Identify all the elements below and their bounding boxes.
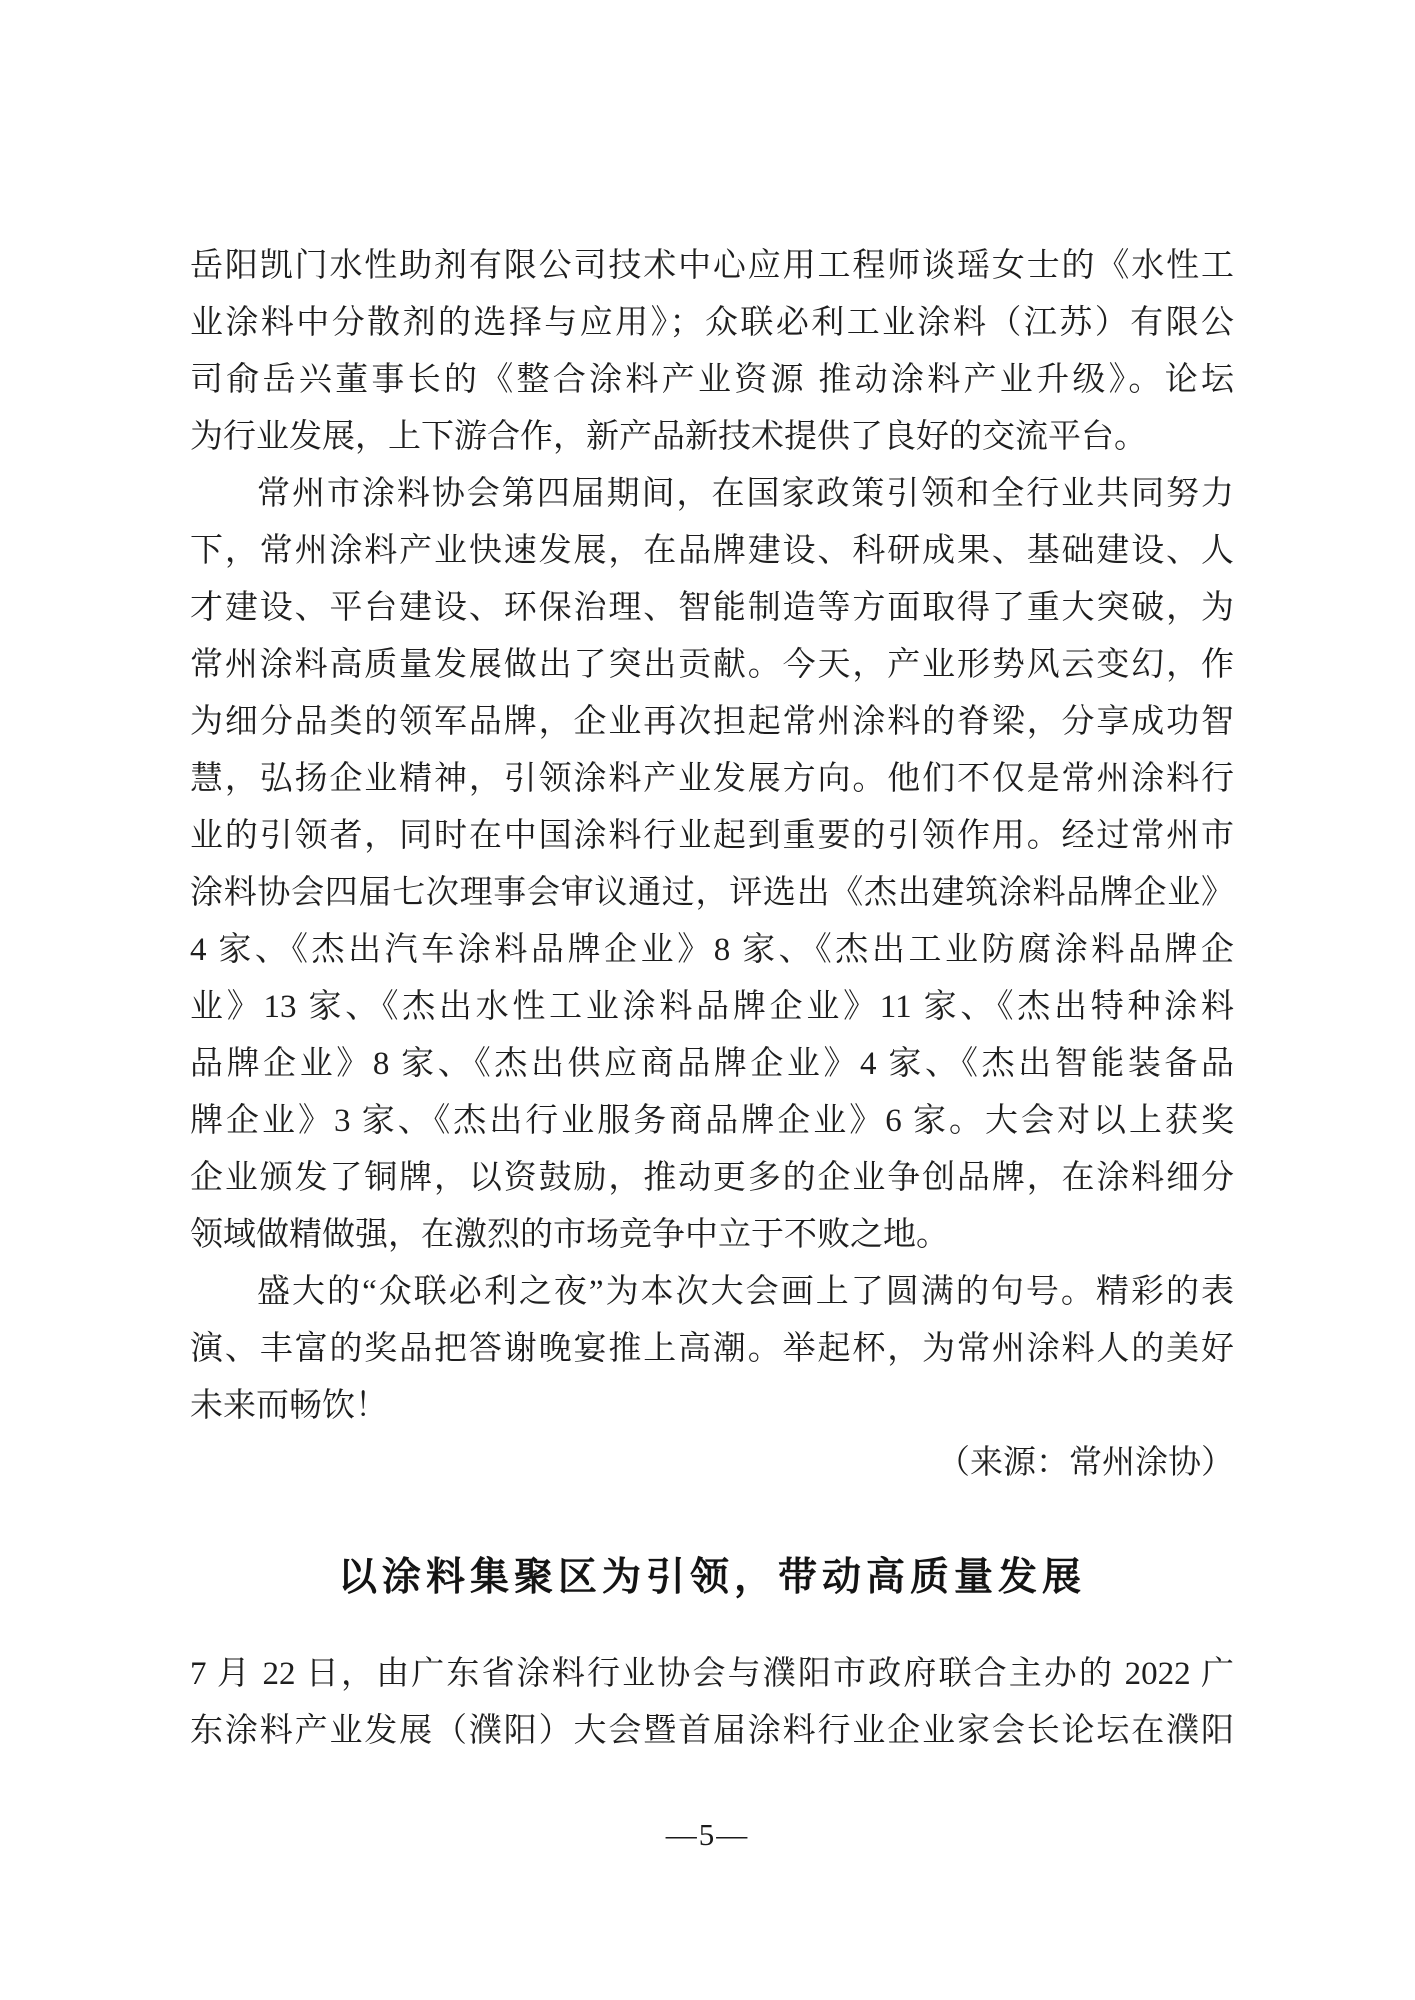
next-article-line: 7 月 22 日，由广东省涂料行业协会与濮阳市政府联合主办的 2022 广 [190,1656,1234,1692]
body-text-line: 业》13 家、《杰出水性工业涂料品牌企业》11 家、《杰出特种涂料 [190,989,1234,1025]
page-number: —5— [665,1817,750,1852]
body-text-line: 牌企业》3 家、《杰出行业服务商品牌企业》6 家。大会对以上获奖 [190,1103,1234,1139]
body-text-line: 企业颁发了铜牌，以资鼓励，推动更多的企业争创品牌，在涂料细分 [190,1160,1234,1196]
source-attribution: （来源：常州涂协） [937,1445,1234,1481]
body-text-line: 慧，弘扬企业精神，引领涂料产业发展方向。他们不仅是常州涂料行 [190,761,1234,797]
body-text-line: 才建设、平台建设、环保治理、智能制造等方面取得了重大突破，为 [190,590,1234,626]
article-body [190,238,1234,1492]
next-article-heading: 以涂料集聚区为引领，带动高质量发展 [337,1556,1086,1599]
article-paragraphs [190,238,1234,1435]
body-text-line: 司俞岳兴董事长的《整合涂料产业资源 推动涂料产业升级》。论坛 [190,362,1234,398]
body-text-line: 为细分品类的领军品牌，企业再次担起常州涂料的脊梁，分享成功智 [190,704,1234,740]
body-text-line: 岳阳凯门水性助剂有限公司技术中心应用工程师谈瑶女士的《水性工 [190,248,1234,284]
body-text-line: 演、丰富的奖品把答谢晚宴推上高潮。举起杯，为常州涂料人的美好 [190,1331,1234,1367]
body-text-line: 业的引领者，同时在中国涂料行业起到重要的引领作用。经过常州市 [190,818,1234,854]
body-text-line: 未来而畅饮！ [190,1388,388,1424]
body-text-line: 常州涂料高质量发展做出了突出贡献。今天，产业形势风云变幻，作 [190,647,1234,683]
body-text-line: 涂料协会四届七次理事会审议通过，评选出《杰出建筑涂料品牌企业》 [190,875,1234,911]
body-text-line: 业涂料中分散剂的选择与应用》；众联必利工业涂料（江苏）有限公 [190,305,1234,341]
body-text-line: 4 家、《杰出汽车涂料品牌企业》8 家、《杰出工业防腐涂料品牌企 [190,932,1234,968]
next-article-line: 东涂料产业发展（濮阳）大会暨首届涂料行业企业家会长论坛在濮阳 [190,1713,1234,1749]
body-text-line: 常州市涂料协会第四届期间，在国家政策引领和全行业共同努力 [257,476,1234,512]
body-text-line: 盛大的“众联必利之夜”为本次大会画上了圆满的句号。精彩的表 [257,1274,1234,1310]
body-text-line: 品牌企业》8 家、《杰出供应商品牌企业》4 家、《杰出智能装备品 [190,1046,1234,1082]
next-article-body [190,1646,1234,1760]
body-text-line: 为行业发展，上下游合作，新产品新技术提供了良好的交流平台。 [190,419,1147,455]
body-text-line: 领域做精做强，在激烈的市场竞争中立于不败之地。 [190,1217,949,1253]
body-text-line: 下，常州涂料产业快速发展，在品牌建设、科研成果、基础建设、人 [190,533,1234,569]
